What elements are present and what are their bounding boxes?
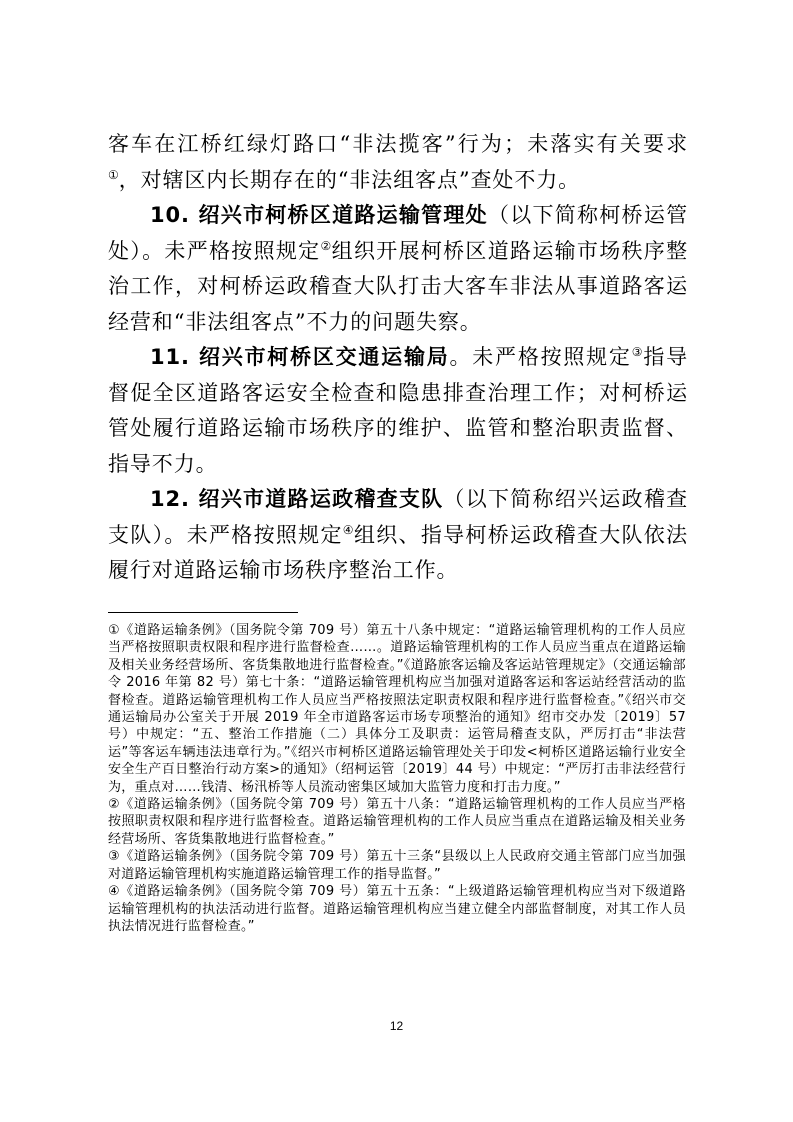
paragraph-text: ，对辖区内长期存在的“非法组客点”查处不力。 (118, 167, 581, 192)
footnote-ref-3[interactable]: ③ (631, 345, 644, 359)
footnote-divider (108, 612, 298, 613)
paragraph-item-11 (108, 340, 688, 482)
paragraph-text: 客车在江桥红绿灯路口“非法揽客”行为；未落实有关要求 (108, 132, 688, 156)
paragraph-text: （以下简称绍兴运政稽查支队）。未严格按照规定 (108, 487, 688, 547)
paragraph-text: 指导督促全区道路客运安全检查和隐患排查治理工作；对柯桥运管处履行道路运输市场秩序的维护、监管和整治职责监督、指导不力。 (108, 345, 689, 476)
body-text (108, 127, 688, 589)
footnote-ref-4[interactable]: ④ (342, 522, 354, 537)
paragraph-text: 。未严格按照规定 (449, 345, 632, 369)
footnote-ref-1[interactable]: ① (108, 167, 119, 182)
footnote-4: ④《道路运输条例》（国务院令第 709 号）第五十五条：“上级道路运输管理机构应当对下级道路运输管理机构的执法活动进行监督。道路运输管理机构应当建立健全内部监督制度，对其工作人员执法情况进行监督检查。” (108, 884, 686, 934)
item-heading-12: 12. 绍兴市道路运政稽查支队 (150, 487, 444, 511)
paragraph-text: 组织、指导柯桥运政稽查大队依法履行对道路运输市场秩序整治工作。 (108, 522, 688, 582)
paragraph-text: （以下简称柯桥运管处）。未严格按照规定 (108, 203, 688, 263)
footnotes (108, 622, 686, 935)
paragraph-text: 组织开展柯桥区道路运输市场秩序整治工作，对柯桥运政稽查大队打击大客车非法从事道路客运经营和“非法组客点”不力的问题失察。 (108, 238, 688, 334)
paragraph-continuation (108, 127, 688, 198)
footnote-3: ③《道路运输条例》（国务院令第 709 号）第五十三条“县级以上人民政府交通主管部门应当加强对道路运输管理机构实施道路运输管理工作的指导监督。” (108, 849, 686, 882)
footnote-ref-2[interactable]: ② (320, 238, 332, 253)
footnote-1: ①《道路运输条例》（国务院令第 709 号）第五十八条中规定：“道路运输管理机构的工作人员应当严格按照职责权限和程序进行监督检查……。道路运输管理机构的工作人员应当重点在道路运输及相关业务经营场所、客货集散地进行监督检查。”《道路旅客运输及客运站管理规定》（交通运输部令 2016 年第 82 号）第七十条：“道路运输管理机构应当加强对道路客运和客运站经营活动的监督检查。道路运输管理机构工作人员应当严格按照法定职责权限和程序进行监督检查。”《绍兴市交通运输局办公室关于开展 2019 年全市道路客运市场专项整治的通知》绍市交办发〔2019〕57 号）中规定：“五、整治工作措施（二）具体分工及职责：运管局稽查支队，严厉打击“非法营运”等客运车辆违法违章行为。”《绍兴市柯桥区道路运输管理处关于印发<柯桥区道路运输行业安全安全生产百日整治行动方案>的通知》（绍柯运管〔2019〕44 号）中规定：“严厉打击非法经营行为，重点对……钱清、杨汛桥等人员流动密集区域加大监管力度和打击力度。” (108, 623, 686, 795)
item-heading-10: 10. 绍兴市柯桥区道路运输管理处 (150, 203, 488, 227)
footnote-2: ②《道路运输条例》（国务院令第 709 号）第五十八条：“道路运输管理机构的工作人员应当严格按照职责权限和程序进行监督检查。道路运输管理机构的工作人员应当重点在道路运输及相关业务经营场所、客货集散地进行监督检查。” (108, 797, 686, 847)
paragraph-item-10 (108, 198, 688, 340)
page-number: 12 (389, 1019, 404, 1033)
paragraph-item-12 (108, 482, 688, 589)
item-heading-11: 11. 绍兴市柯桥区交通运输局 (150, 345, 450, 369)
